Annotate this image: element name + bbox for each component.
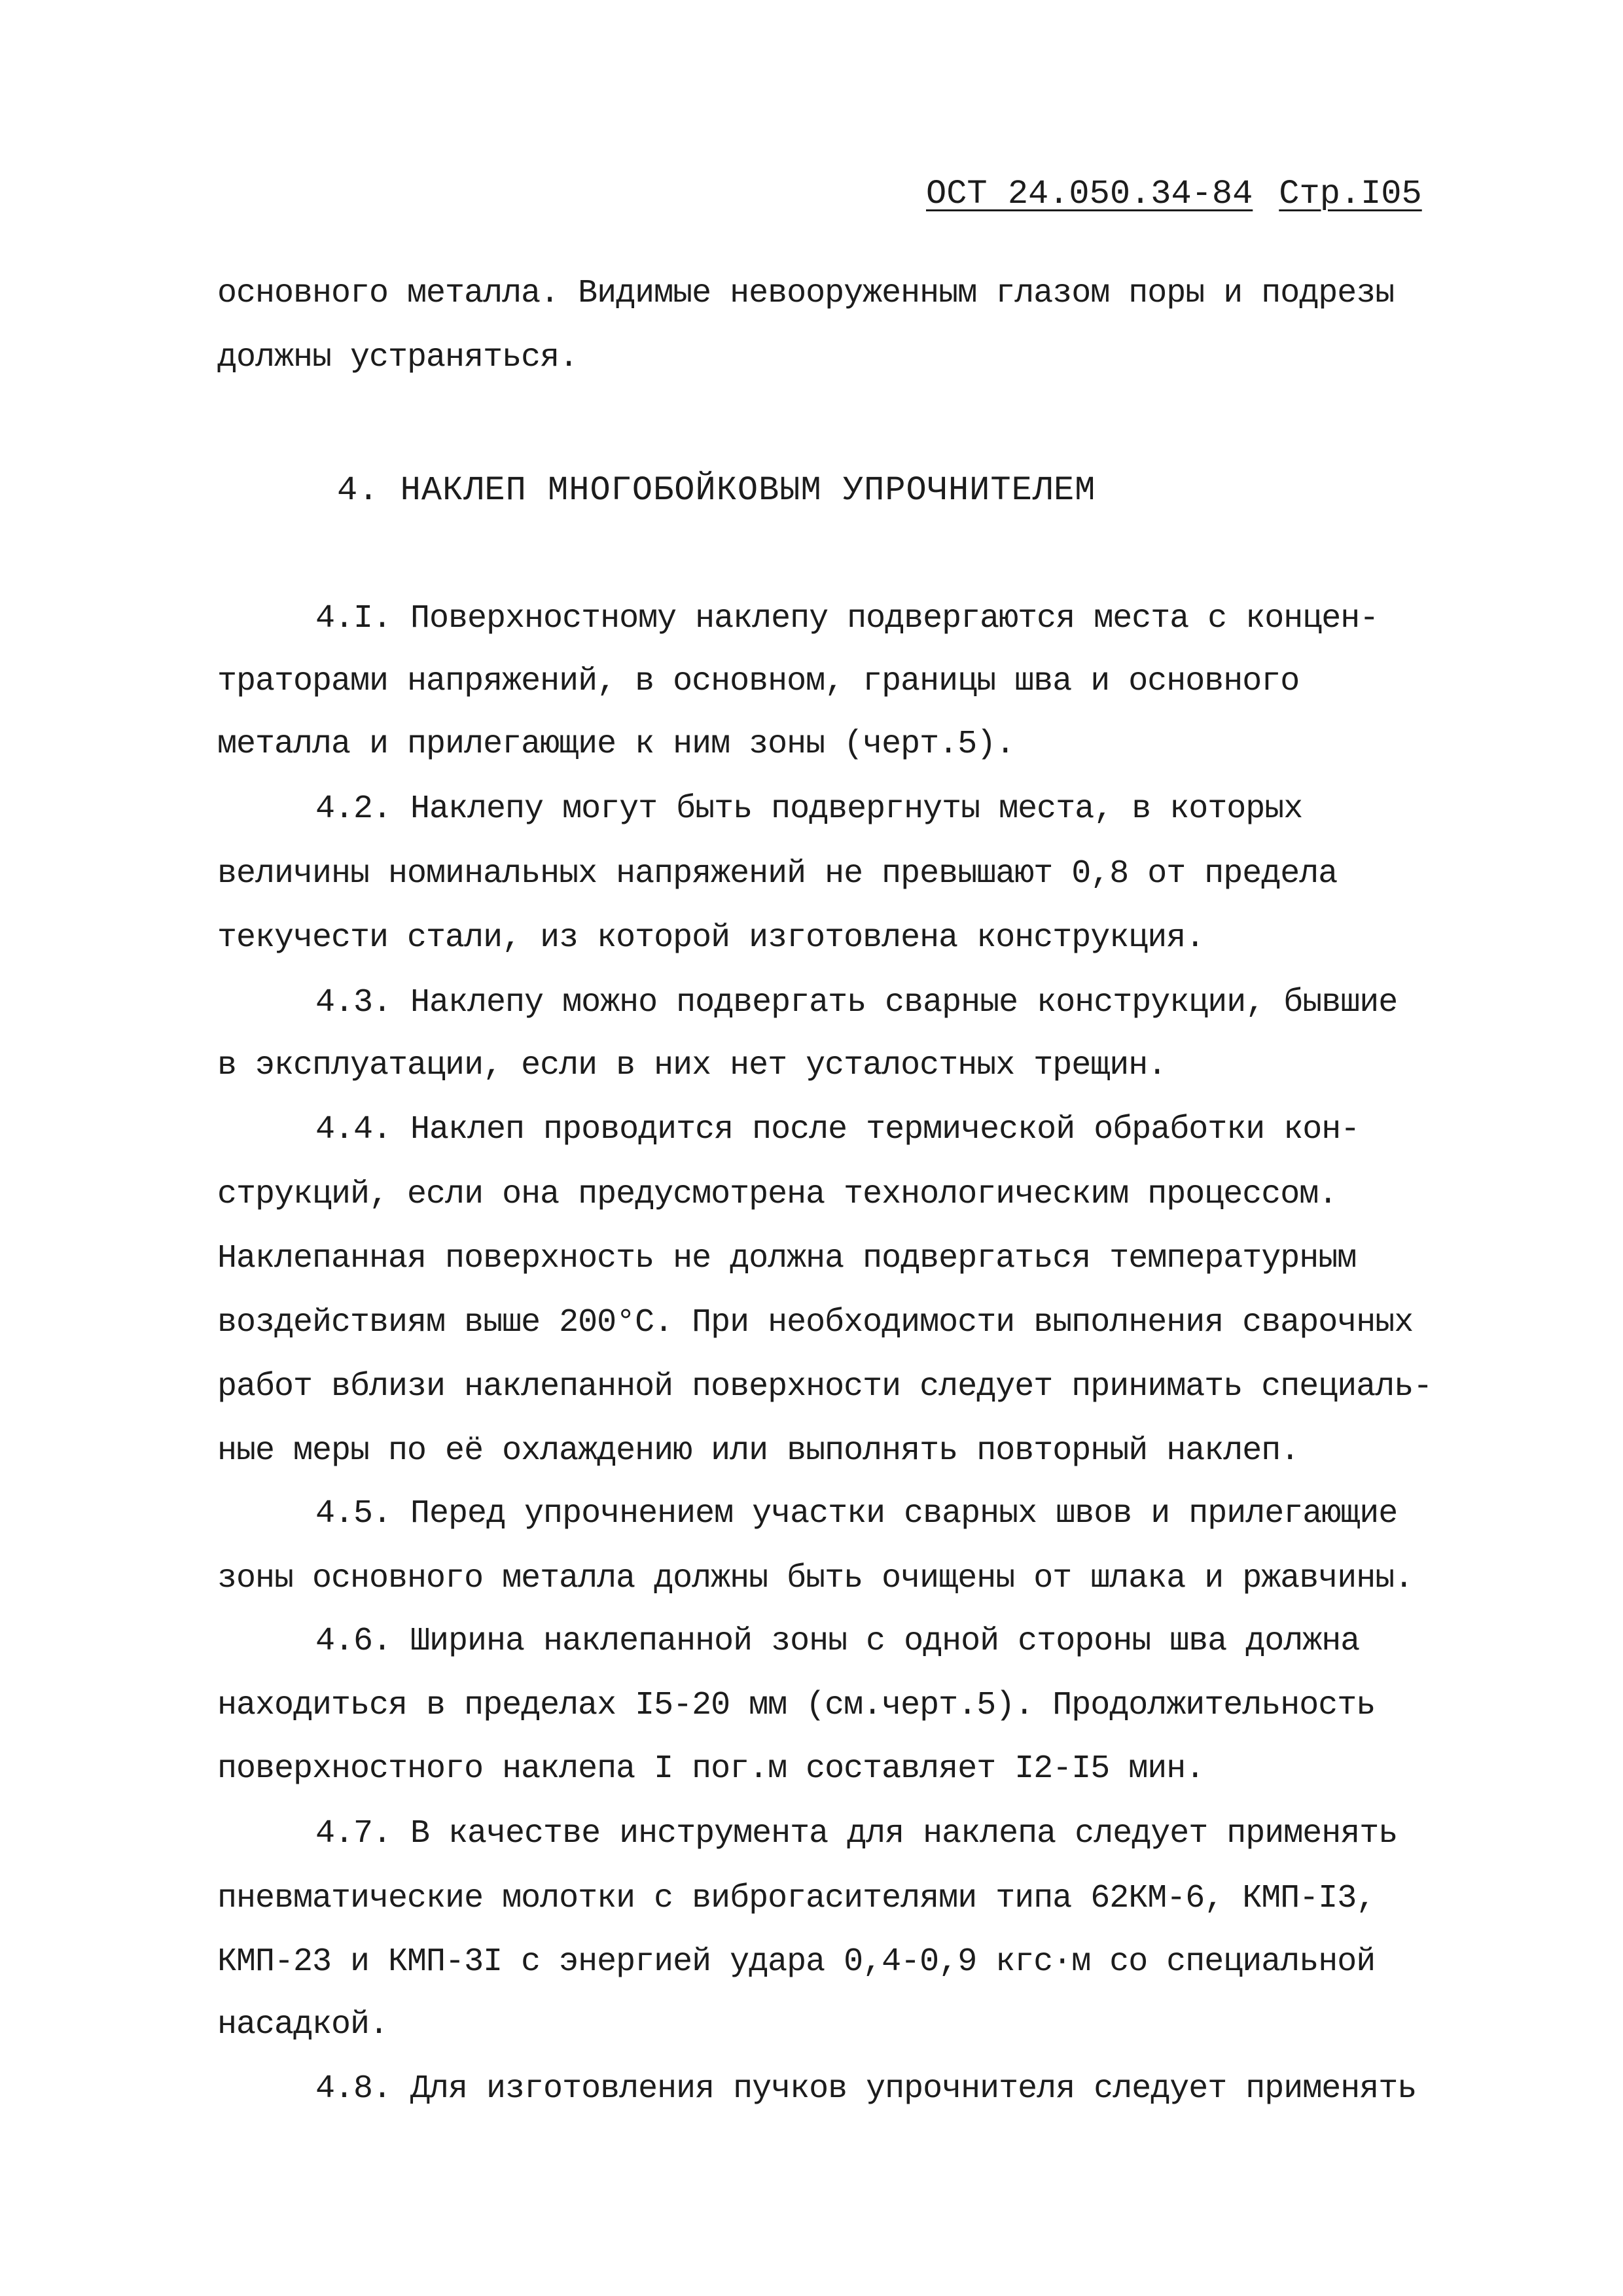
paragraph-line: находиться в пределах I5-20 мм (см.черт.5). Продолжительность <box>217 1687 1376 1724</box>
paragraph-line: струкций, если она предусмотрена технологическим процессом. <box>217 1176 1338 1213</box>
paragraph-line: воздействиям выше 200°С. При необходимости выполнения сварочных <box>217 1304 1414 1341</box>
paragraph-line: 4.3. Наклепу можно подвергать сварные конструкции, бывшие <box>315 984 1398 1021</box>
intro-line: основного металла. Видимые невооруженным глазом поры и подрезы <box>217 275 1395 312</box>
paragraph-line: 4.2. Наклепу могут быть подвергнуты места, в которых <box>315 790 1303 828</box>
paragraph-line: величины номинальных напряжений не превышают 0,8 от предела <box>217 855 1338 892</box>
page-number: Стр.I05 <box>1279 175 1422 213</box>
page-header <box>926 171 1423 217</box>
paragraph-line: в эксплуатации, если в них нет усталостных трещин. <box>217 1047 1167 1084</box>
paragraph-line: текучести стали, из которой изготовлена конструкция. <box>217 919 1205 957</box>
intro-line: должны устраняться. <box>217 339 579 376</box>
paragraph-line: зоны основного металла должны быть очищены от шлака и ржавчины. <box>217 1560 1414 1597</box>
paragraph-line: КМП-23 и КМП-3I с энергией удара 0,4-0,9 кгс·м со специальной <box>217 1943 1376 1981</box>
paragraph-line: 4.4. Наклеп проводится после термической обработки кон- <box>315 1111 1360 1148</box>
section-heading: 4. НАКЛЕП МНОГОБОЙКОВЫМ УПРОЧНИТЕЛЕМ <box>337 471 1096 510</box>
paragraph-line: 4.6. Ширина наклепанной зоны с одной стороны шва должна <box>315 1623 1360 1660</box>
standard-number: ОСТ 24.050.34-84 <box>926 175 1253 213</box>
paragraph-line: пневматические молотки с виброгасителями типа 62КМ-6, КМП-I3, <box>217 1880 1376 1917</box>
paragraph-line: металла и прилегающие к ним зоны (черт.5). <box>217 726 1015 763</box>
paragraph-line: 4.I. Поверхностному наклепу подвергаются места с концен- <box>315 600 1379 637</box>
paragraph-line: насадкой. <box>217 2006 389 2043</box>
paragraph-line: 4.7. В качестве инструмента для наклепа следует применять <box>315 1815 1398 1852</box>
paragraph-line: поверхностного наклепа I пог.м составляет I2-I5 мин. <box>217 1750 1205 1788</box>
paragraph-line: Наклепанная поверхность не должна подвергаться температурным <box>217 1240 1357 1277</box>
paragraph-line: 4.5. Перед упрочнением участки сварных швов и прилегающие <box>315 1495 1398 1532</box>
paragraph-line: траторами напряжений, в основном, границы шва и основного <box>217 663 1300 700</box>
paragraph-line: работ вблизи наклепанной поверхности следует принимать специаль- <box>217 1368 1433 1405</box>
paragraph-line: ные меры по её охлаждению или выполнять повторный наклеп. <box>217 1432 1300 1470</box>
paragraph-line: 4.8. Для изготовления пучков упрочнителя следует применять <box>315 2070 1417 2108</box>
